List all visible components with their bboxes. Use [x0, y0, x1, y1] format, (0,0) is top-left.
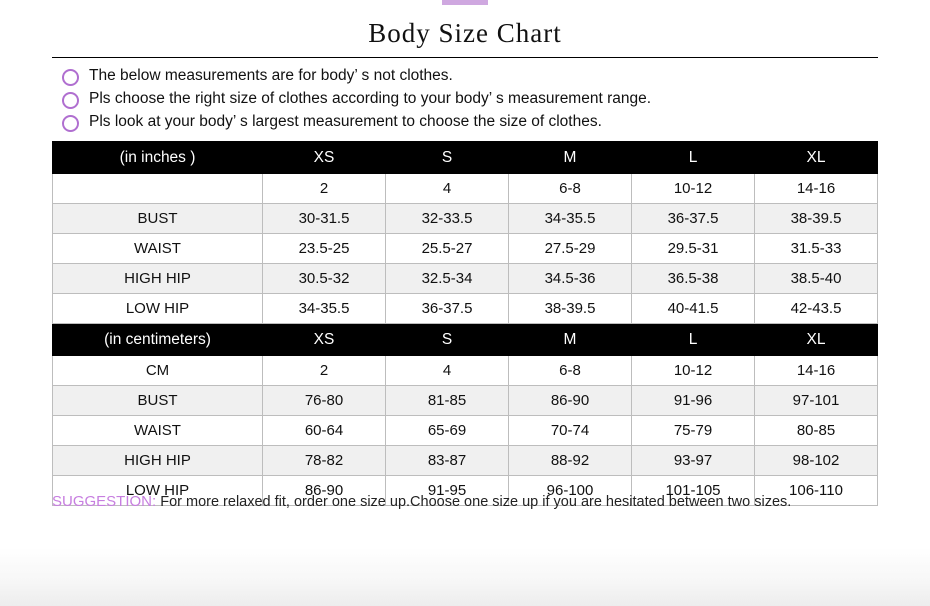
row-label: LOW HIP [53, 476, 263, 506]
header-cell-xl: XL [755, 324, 878, 356]
row-value: 91-96 [632, 386, 755, 416]
suggestion-note [52, 492, 902, 512]
row-value: 60-64 [263, 416, 386, 446]
table-row [53, 416, 878, 446]
header-cell-unit: (in inches ) [53, 142, 263, 174]
suggestion-label: SUGGESTION: [52, 493, 157, 510]
row-value: 40-41.5 [632, 294, 755, 324]
row-value: 10-12 [632, 174, 755, 204]
table-row [53, 356, 878, 386]
row-value: 42-43.5 [755, 294, 878, 324]
row-value: 34-35.5 [263, 294, 386, 324]
row-label: LOW HIP [53, 294, 263, 324]
note-text: Pls look at your body’ s largest measurement to choose the size of clothes. [89, 113, 602, 130]
table-row [53, 204, 878, 234]
row-label: HIGH HIP [53, 264, 263, 294]
row-value: 88-92 [509, 446, 632, 476]
row-value: 98-102 [755, 446, 878, 476]
row-value: 2 [263, 356, 386, 386]
header-cell-xs: XS [263, 142, 386, 174]
note-text: The below measurements are for body’ s not clothes. [89, 67, 453, 84]
header-cell-m: M [509, 324, 632, 356]
row-value: 10-12 [632, 356, 755, 386]
row-value: 6-8 [509, 356, 632, 386]
bullet-circle-icon [62, 115, 79, 132]
row-value: 38-39.5 [755, 204, 878, 234]
row-value: 23.5-25 [263, 234, 386, 264]
row-label: WAIST [53, 416, 263, 446]
row-value: 25.5-27 [386, 234, 509, 264]
measurements-table [52, 141, 878, 506]
row-value: 80-85 [755, 416, 878, 446]
top-decoration-bar [442, 0, 488, 5]
bullet-circle-icon [62, 69, 79, 86]
row-value: 38-39.5 [509, 294, 632, 324]
row-value: 91-95 [386, 476, 509, 506]
note-item [62, 65, 878, 86]
row-value: 6-8 [509, 174, 632, 204]
notes-list [52, 58, 878, 141]
table-row [53, 446, 878, 476]
table-header-row-inches [53, 142, 878, 174]
row-label: WAIST [53, 234, 263, 264]
header-cell-l: L [632, 324, 755, 356]
header-cell-unit: (in centimeters) [53, 324, 263, 356]
table-row [53, 294, 878, 324]
bullet-circle-icon [62, 92, 79, 109]
table-row [53, 234, 878, 264]
note-item [62, 88, 878, 109]
row-value: 14-16 [755, 174, 878, 204]
bottom-gradient [0, 548, 930, 606]
header-cell-xs: XS [263, 324, 386, 356]
page-title: Body Size Chart [52, 16, 878, 58]
row-value: 93-97 [632, 446, 755, 476]
row-value: 76-80 [263, 386, 386, 416]
row-value: 34-35.5 [509, 204, 632, 234]
row-value: 31.5-33 [755, 234, 878, 264]
row-value: 36-37.5 [386, 294, 509, 324]
header-cell-s: S [386, 324, 509, 356]
table-header-row-centimeters [53, 324, 878, 356]
row-value: 36-37.5 [632, 204, 755, 234]
row-value: 27.5-29 [509, 234, 632, 264]
row-label [53, 174, 263, 204]
row-value: 78-82 [263, 446, 386, 476]
row-value: 4 [386, 174, 509, 204]
note-text: Pls choose the right size of clothes according to your body’ s measurement range. [89, 90, 652, 107]
header-cell-l: L [632, 142, 755, 174]
row-value: 97-101 [755, 386, 878, 416]
row-value: 101-105 [632, 476, 755, 506]
suggestion-text: For more relaxed fit, order one size up.Choose one size up if you are hesitated between two sizes. [160, 494, 792, 510]
row-value: 29.5-31 [632, 234, 755, 264]
row-value: 106-110 [755, 476, 878, 506]
row-value: 4 [386, 356, 509, 386]
row-value: 75-79 [632, 416, 755, 446]
row-value: 65-69 [386, 416, 509, 446]
row-label: HIGH HIP [53, 446, 263, 476]
row-value: 83-87 [386, 446, 509, 476]
row-value: 32-33.5 [386, 204, 509, 234]
table-row [53, 174, 878, 204]
row-value: 32.5-34 [386, 264, 509, 294]
size-chart-container [52, 16, 878, 506]
row-value: 34.5-36 [509, 264, 632, 294]
row-value: 86-90 [263, 476, 386, 506]
row-label: BUST [53, 386, 263, 416]
row-label: BUST [53, 204, 263, 234]
row-value: 30-31.5 [263, 204, 386, 234]
row-value: 2 [263, 174, 386, 204]
row-value: 36.5-38 [632, 264, 755, 294]
header-cell-xl: XL [755, 142, 878, 174]
row-label: CM [53, 356, 263, 386]
row-value: 70-74 [509, 416, 632, 446]
note-item [62, 111, 878, 132]
row-value: 96-100 [509, 476, 632, 506]
table-row [53, 386, 878, 416]
table-row [53, 264, 878, 294]
row-value: 81-85 [386, 386, 509, 416]
row-value: 14-16 [755, 356, 878, 386]
header-cell-s: S [386, 142, 509, 174]
row-value: 86-90 [509, 386, 632, 416]
row-value: 38.5-40 [755, 264, 878, 294]
row-value: 30.5-32 [263, 264, 386, 294]
header-cell-m: M [509, 142, 632, 174]
